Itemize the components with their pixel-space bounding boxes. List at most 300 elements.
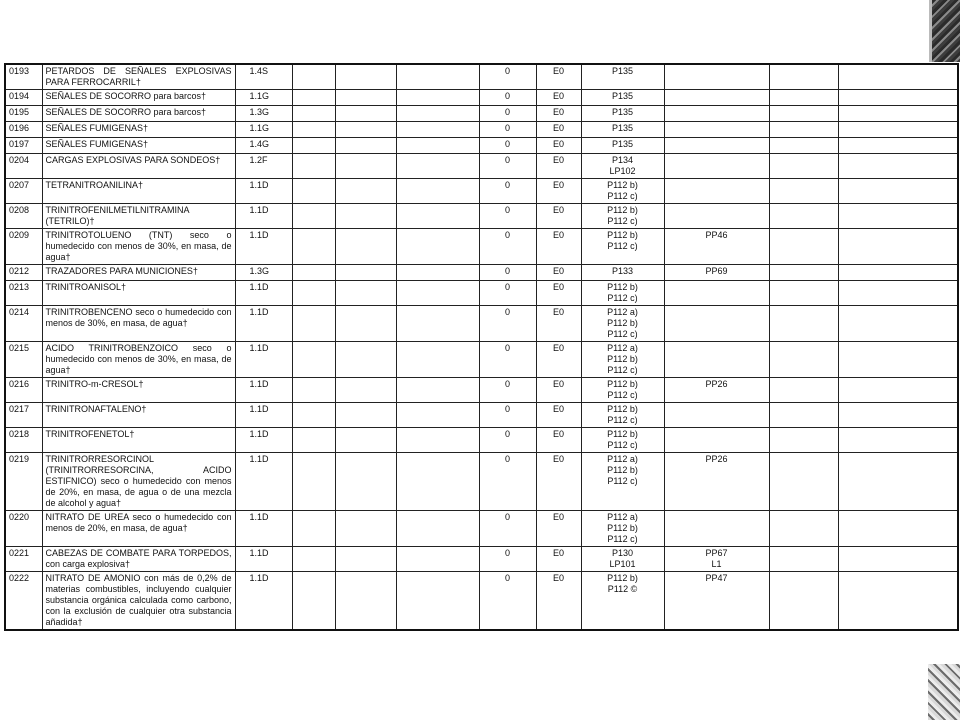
limited-quantity-cell: 0	[479, 64, 536, 90]
packing-instruction-cell-line: P112 b)	[607, 404, 638, 414]
empty-cell	[769, 306, 838, 342]
empty-cell	[838, 90, 958, 106]
table-row	[5, 179, 958, 204]
excepted-quantity-cell: E0	[536, 378, 581, 403]
packing-instruction-cell-line: P130	[611, 548, 634, 558]
empty-cell	[292, 64, 335, 90]
substance-name-cell: TRINITROANISOL†	[42, 281, 235, 306]
limited-quantity-cell: 0	[479, 265, 536, 281]
packing-instruction-cell-line: P133	[611, 266, 634, 276]
special-provision-cell	[664, 229, 769, 265]
table-row	[5, 122, 958, 138]
table-row	[5, 204, 958, 229]
special-provision-cell-line: PP67	[705, 548, 728, 558]
empty-cell	[769, 428, 838, 453]
limited-quantity-cell: 0	[479, 179, 536, 204]
packing-instruction-cell-line: P135	[611, 139, 634, 149]
packing-instruction-cell-line: P112 b)	[607, 180, 638, 190]
packing-instruction-cell-line: P112 c)	[607, 415, 638, 425]
substance-name-cell: TRINITROBENCENO seco o humedecido con menos de 30%, en masa, de agua†	[42, 306, 235, 342]
packing-instruction-cell-line: P112 b)	[607, 318, 638, 328]
substance-name-cell: NITRATO DE AMONIO con más de 0,2% de materias combustibles, incluyendo cualquier substancia orgánica calculada como carbono, con la exclusión de cualquier otra substancia añadida†	[42, 572, 235, 631]
packing-instruction-cell-line: P112 c)	[607, 440, 638, 450]
un-number-cell: 0212	[5, 265, 42, 281]
special-provision-cell	[664, 378, 769, 403]
table-row	[5, 378, 958, 403]
empty-cell	[335, 306, 396, 342]
un-number-cell: 0197	[5, 138, 42, 154]
table-row	[5, 547, 958, 572]
class-division-cell: 1.3G	[235, 106, 292, 122]
empty-cell	[769, 229, 838, 265]
empty-cell	[335, 453, 396, 511]
packing-instruction-cell-line: P112 b)	[607, 282, 638, 292]
packing-instruction-cell-line: P112 a)	[607, 512, 638, 522]
packing-instruction-cell-line: P135	[611, 91, 634, 101]
packing-instruction-cell	[581, 511, 664, 547]
empty-cell	[396, 204, 479, 229]
empty-cell	[769, 90, 838, 106]
empty-cell	[292, 378, 335, 403]
special-provision-cell-line: PP46	[705, 230, 728, 240]
special-provision-cell	[664, 90, 769, 106]
empty-cell	[335, 281, 396, 306]
empty-cell	[396, 306, 479, 342]
empty-cell	[769, 106, 838, 122]
empty-cell	[396, 281, 479, 306]
empty-cell	[396, 154, 479, 179]
un-number-cell: 0218	[5, 428, 42, 453]
packing-instruction-cell-line: P112 c)	[607, 241, 638, 251]
empty-cell	[396, 547, 479, 572]
empty-cell	[838, 138, 958, 154]
table-row	[5, 138, 958, 154]
special-provision-cell	[664, 154, 769, 179]
un-number-cell: 0196	[5, 122, 42, 138]
special-provision-cell	[664, 511, 769, 547]
packing-instruction-cell	[581, 403, 664, 428]
empty-cell	[769, 154, 838, 179]
table-row	[5, 572, 958, 631]
empty-cell	[769, 265, 838, 281]
empty-cell	[335, 511, 396, 547]
limited-quantity-cell: 0	[479, 428, 536, 453]
limited-quantity-cell: 0	[479, 229, 536, 265]
excepted-quantity-cell: E0	[536, 453, 581, 511]
class-division-cell: 1.1D	[235, 204, 292, 229]
empty-cell	[292, 428, 335, 453]
limited-quantity-cell: 0	[479, 453, 536, 511]
special-provision-cell-line: PP47	[705, 573, 728, 583]
special-provision-cell	[664, 122, 769, 138]
empty-cell	[769, 138, 838, 154]
packing-instruction-cell-line: P112 b)	[607, 523, 638, 533]
class-division-cell: 1.1D	[235, 428, 292, 453]
packing-instruction-cell-line: P135	[611, 66, 634, 76]
limited-quantity-cell: 0	[479, 403, 536, 428]
substance-name-cell: ACIDO TRINITROBENZOICO seco o humedecido con menos de 30%, en masa, de agua†	[42, 342, 235, 378]
excepted-quantity-cell: E0	[536, 90, 581, 106]
empty-cell	[335, 265, 396, 281]
un-number-cell: 0207	[5, 179, 42, 204]
table-row	[5, 90, 958, 106]
excepted-quantity-cell: E0	[536, 428, 581, 453]
class-division-cell: 1.1D	[235, 281, 292, 306]
substance-name-cell: TRINITRONAFTALENO†	[42, 403, 235, 428]
special-provision-cell	[664, 306, 769, 342]
special-provision-cell	[664, 572, 769, 631]
packing-instruction-cell-line: P112 b)	[607, 429, 638, 439]
packing-instruction-cell-line: P112 c)	[607, 293, 638, 303]
excepted-quantity-cell: E0	[536, 281, 581, 306]
empty-cell	[335, 122, 396, 138]
empty-cell	[396, 572, 479, 631]
excepted-quantity-cell: E0	[536, 511, 581, 547]
empty-cell	[769, 179, 838, 204]
empty-cell	[292, 265, 335, 281]
empty-cell	[292, 453, 335, 511]
packing-instruction-cell-line: P112 b)	[607, 230, 638, 240]
empty-cell	[335, 64, 396, 90]
excepted-quantity-cell: E0	[536, 64, 581, 90]
table-row	[5, 428, 958, 453]
empty-cell	[838, 342, 958, 378]
class-division-cell: 1.1G	[235, 90, 292, 106]
empty-cell	[292, 179, 335, 204]
class-division-cell: 1.3G	[235, 265, 292, 281]
special-provision-cell-line: PP26	[705, 379, 728, 389]
empty-cell	[335, 154, 396, 179]
un-number-cell: 0195	[5, 106, 42, 122]
packing-instruction-cell-line: P134	[611, 155, 634, 165]
empty-cell	[335, 572, 396, 631]
substance-name-cell: SEÑALES FUMIGENAS†	[42, 138, 235, 154]
packing-instruction-cell-line: LP102	[609, 166, 636, 176]
empty-cell	[396, 265, 479, 281]
empty-cell	[769, 547, 838, 572]
substance-name-cell: SEÑALES DE SOCORRO para barcos†	[42, 106, 235, 122]
substance-name-cell: TRAZADORES PARA MUNICIONES†	[42, 265, 235, 281]
empty-cell	[396, 106, 479, 122]
packing-instruction-cell	[581, 306, 664, 342]
limited-quantity-cell: 0	[479, 342, 536, 378]
un-number-cell: 0216	[5, 378, 42, 403]
empty-cell	[335, 179, 396, 204]
empty-cell	[335, 428, 396, 453]
class-division-cell: 1.1D	[235, 378, 292, 403]
limited-quantity-cell: 0	[479, 572, 536, 631]
empty-cell	[838, 428, 958, 453]
un-number-cell: 0217	[5, 403, 42, 428]
limited-quantity-cell: 0	[479, 281, 536, 306]
substance-name-cell: CARGAS EXPLOSIVAS PARA SONDEOS†	[42, 154, 235, 179]
empty-cell	[396, 453, 479, 511]
empty-cell	[769, 281, 838, 306]
class-division-cell: 1.1D	[235, 342, 292, 378]
table-row	[5, 106, 958, 122]
empty-cell	[292, 572, 335, 631]
packing-instruction-cell	[581, 453, 664, 511]
empty-cell	[335, 378, 396, 403]
un-number-cell: 0220	[5, 511, 42, 547]
class-division-cell: 1.1D	[235, 229, 292, 265]
empty-cell	[396, 64, 479, 90]
dangerous-goods-table-container	[4, 63, 957, 631]
un-number-cell: 0219	[5, 453, 42, 511]
un-number-cell: 0193	[5, 64, 42, 90]
class-division-cell: 1.1D	[235, 403, 292, 428]
class-division-cell: 1.1D	[235, 511, 292, 547]
special-provision-cell	[664, 342, 769, 378]
packing-instruction-cell	[581, 138, 664, 154]
empty-cell	[396, 428, 479, 453]
packing-instruction-cell-line: P112 b)	[607, 354, 638, 364]
special-provision-cell	[664, 428, 769, 453]
empty-cell	[292, 204, 335, 229]
empty-cell	[838, 378, 958, 403]
empty-cell	[292, 106, 335, 122]
packing-instruction-cell	[581, 90, 664, 106]
class-division-cell: 1.1D	[235, 547, 292, 572]
table-row	[5, 281, 958, 306]
un-number-cell: 0213	[5, 281, 42, 306]
limited-quantity-cell: 0	[479, 106, 536, 122]
limited-quantity-cell: 0	[479, 154, 536, 179]
packing-instruction-cell-line: P112 c)	[607, 390, 638, 400]
special-provision-cell-line: PP26	[705, 454, 728, 464]
substance-name-cell: TETRANITROANILINA†	[42, 179, 235, 204]
packing-instruction-cell-line: P112 a)	[607, 454, 638, 464]
empty-cell	[838, 122, 958, 138]
empty-cell	[292, 403, 335, 428]
empty-cell	[335, 342, 396, 378]
empty-cell	[292, 342, 335, 378]
class-division-cell: 1.1D	[235, 572, 292, 631]
table-row	[5, 229, 958, 265]
class-division-cell: 1.1D	[235, 306, 292, 342]
excepted-quantity-cell: E0	[536, 122, 581, 138]
un-number-cell: 0208	[5, 204, 42, 229]
empty-cell	[292, 511, 335, 547]
excepted-quantity-cell: E0	[536, 572, 581, 631]
packing-instruction-cell	[581, 428, 664, 453]
table-row	[5, 64, 958, 90]
packing-instruction-cell	[581, 281, 664, 306]
limited-quantity-cell: 0	[479, 138, 536, 154]
special-provision-cell	[664, 265, 769, 281]
substance-name-cell: TRINITRO-m-CRESOL†	[42, 378, 235, 403]
packing-instruction-cell	[581, 378, 664, 403]
limited-quantity-cell: 0	[479, 547, 536, 572]
excepted-quantity-cell: E0	[536, 403, 581, 428]
class-division-cell: 1.4S	[235, 64, 292, 90]
special-provision-cell	[664, 281, 769, 306]
decorative-corner-bottom	[928, 664, 960, 720]
packing-instruction-cell-line: P112 c)	[607, 216, 638, 226]
substance-name-cell: TRINITROFENETOL†	[42, 428, 235, 453]
empty-cell	[769, 122, 838, 138]
class-division-cell: 1.1D	[235, 453, 292, 511]
empty-cell	[769, 64, 838, 90]
packing-instruction-cell	[581, 179, 664, 204]
special-provision-cell-line: PP69	[705, 266, 728, 276]
special-provision-cell	[664, 547, 769, 572]
substance-name-cell: PETARDOS DE SEÑALES EXPLOSIVAS PARA FERROCARRIL†	[42, 64, 235, 90]
substance-name-cell: TRINITROFENILMETILNITRAMINA (TETRILO)†	[42, 204, 235, 229]
empty-cell	[838, 106, 958, 122]
empty-cell	[769, 453, 838, 511]
class-division-cell: 1.1G	[235, 122, 292, 138]
empty-cell	[292, 122, 335, 138]
packing-instruction-cell	[581, 265, 664, 281]
limited-quantity-cell: 0	[479, 306, 536, 342]
substance-name-cell: SEÑALES DE SOCORRO para barcos†	[42, 90, 235, 106]
special-provision-cell	[664, 64, 769, 90]
substance-name-cell: CABEZAS DE COMBATE PARA TORPEDOS, con carga explosiva†	[42, 547, 235, 572]
empty-cell	[838, 547, 958, 572]
excepted-quantity-cell: E0	[536, 138, 581, 154]
empty-cell	[396, 138, 479, 154]
special-provision-cell	[664, 204, 769, 229]
empty-cell	[838, 281, 958, 306]
empty-cell	[292, 281, 335, 306]
special-provision-cell-line: L1	[711, 559, 722, 569]
empty-cell	[769, 511, 838, 547]
empty-cell	[838, 204, 958, 229]
packing-instruction-cell-line: LP101	[609, 559, 636, 569]
packing-instruction-cell	[581, 106, 664, 122]
empty-cell	[292, 138, 335, 154]
empty-cell	[838, 265, 958, 281]
packing-instruction-cell	[581, 122, 664, 138]
special-provision-cell	[664, 138, 769, 154]
empty-cell	[292, 306, 335, 342]
empty-cell	[838, 572, 958, 631]
substance-name-cell: TRINITRORRESORCINOL (TRINITRORRESORCINA, ACIDO ESTIFNICO) seco o humedecido con menos de 20%, en masa, de agua o de una mezcla de alcohol y agua†	[42, 453, 235, 511]
excepted-quantity-cell: E0	[536, 547, 581, 572]
empty-cell	[396, 229, 479, 265]
packing-instruction-cell-line: P112 a)	[607, 343, 638, 353]
empty-cell	[292, 154, 335, 179]
excepted-quantity-cell: E0	[536, 342, 581, 378]
limited-quantity-cell: 0	[479, 90, 536, 106]
empty-cell	[292, 547, 335, 572]
empty-cell	[335, 138, 396, 154]
limited-quantity-cell: 0	[479, 378, 536, 403]
empty-cell	[838, 511, 958, 547]
empty-cell	[396, 122, 479, 138]
excepted-quantity-cell: E0	[536, 229, 581, 265]
decorative-corner-top	[929, 0, 960, 62]
empty-cell	[838, 306, 958, 342]
excepted-quantity-cell: E0	[536, 179, 581, 204]
substance-name-cell: NITRATO DE UREA seco o humedecido con menos de 20%, en masa, de agua†	[42, 511, 235, 547]
un-number-cell: 0215	[5, 342, 42, 378]
empty-cell	[396, 342, 479, 378]
excepted-quantity-cell: E0	[536, 106, 581, 122]
table-row	[5, 511, 958, 547]
packing-instruction-cell-line: P112 b)	[607, 573, 638, 583]
excepted-quantity-cell: E0	[536, 204, 581, 229]
empty-cell	[769, 572, 838, 631]
empty-cell	[769, 403, 838, 428]
un-number-cell: 0222	[5, 572, 42, 631]
un-number-cell: 0221	[5, 547, 42, 572]
packing-instruction-cell	[581, 547, 664, 572]
class-division-cell: 1.4G	[235, 138, 292, 154]
packing-instruction-cell	[581, 229, 664, 265]
empty-cell	[335, 90, 396, 106]
class-division-cell: 1.2F	[235, 154, 292, 179]
table-row	[5, 306, 958, 342]
limited-quantity-cell: 0	[479, 204, 536, 229]
table-row	[5, 265, 958, 281]
limited-quantity-cell: 0	[479, 122, 536, 138]
empty-cell	[769, 342, 838, 378]
un-number-cell: 0214	[5, 306, 42, 342]
empty-cell	[292, 229, 335, 265]
empty-cell	[396, 378, 479, 403]
empty-cell	[769, 378, 838, 403]
empty-cell	[838, 64, 958, 90]
empty-cell	[335, 229, 396, 265]
packing-instruction-cell	[581, 154, 664, 179]
table-body	[5, 64, 958, 630]
empty-cell	[335, 106, 396, 122]
table-row	[5, 453, 958, 511]
empty-cell	[396, 403, 479, 428]
un-number-cell: 0194	[5, 90, 42, 106]
substance-name-cell: TRINITROTOLUENO (TNT) seco o humedecido con menos de 30%, en masa, de agua†	[42, 229, 235, 265]
packing-instruction-cell-line: P112 c)	[607, 534, 638, 544]
empty-cell	[335, 403, 396, 428]
special-provision-cell	[664, 403, 769, 428]
packing-instruction-cell-line: P112 c)	[607, 329, 638, 339]
empty-cell	[396, 179, 479, 204]
packing-instruction-cell	[581, 572, 664, 631]
excepted-quantity-cell: E0	[536, 265, 581, 281]
empty-cell	[335, 547, 396, 572]
packing-instruction-cell-line: P112 b)	[607, 379, 638, 389]
empty-cell	[838, 154, 958, 179]
table-row	[5, 154, 958, 179]
table-row	[5, 403, 958, 428]
table-row	[5, 342, 958, 378]
class-division-cell: 1.1D	[235, 179, 292, 204]
limited-quantity-cell: 0	[479, 511, 536, 547]
excepted-quantity-cell: E0	[536, 154, 581, 179]
packing-instruction-cell-line: P112 b)	[607, 205, 638, 215]
empty-cell	[769, 204, 838, 229]
empty-cell	[396, 511, 479, 547]
packing-instruction-cell-line: P112 b)	[607, 465, 638, 475]
packing-instruction-cell-line: P112 c)	[607, 476, 638, 486]
packing-instruction-cell-line: P112 c)	[607, 365, 638, 375]
packing-instruction-cell-line: P112 c)	[607, 191, 638, 201]
packing-instruction-cell-line: P112 a)	[607, 307, 638, 317]
packing-instruction-cell-line: P135	[611, 123, 634, 133]
packing-instruction-cell-line: P112 ©	[607, 584, 638, 594]
empty-cell	[335, 204, 396, 229]
un-number-cell: 0209	[5, 229, 42, 265]
empty-cell	[838, 403, 958, 428]
dangerous-goods-table	[4, 63, 959, 631]
empty-cell	[838, 179, 958, 204]
empty-cell	[396, 90, 479, 106]
packing-instruction-cell	[581, 64, 664, 90]
special-provision-cell	[664, 453, 769, 511]
substance-name-cell: SEÑALES FUMIGENAS†	[42, 122, 235, 138]
